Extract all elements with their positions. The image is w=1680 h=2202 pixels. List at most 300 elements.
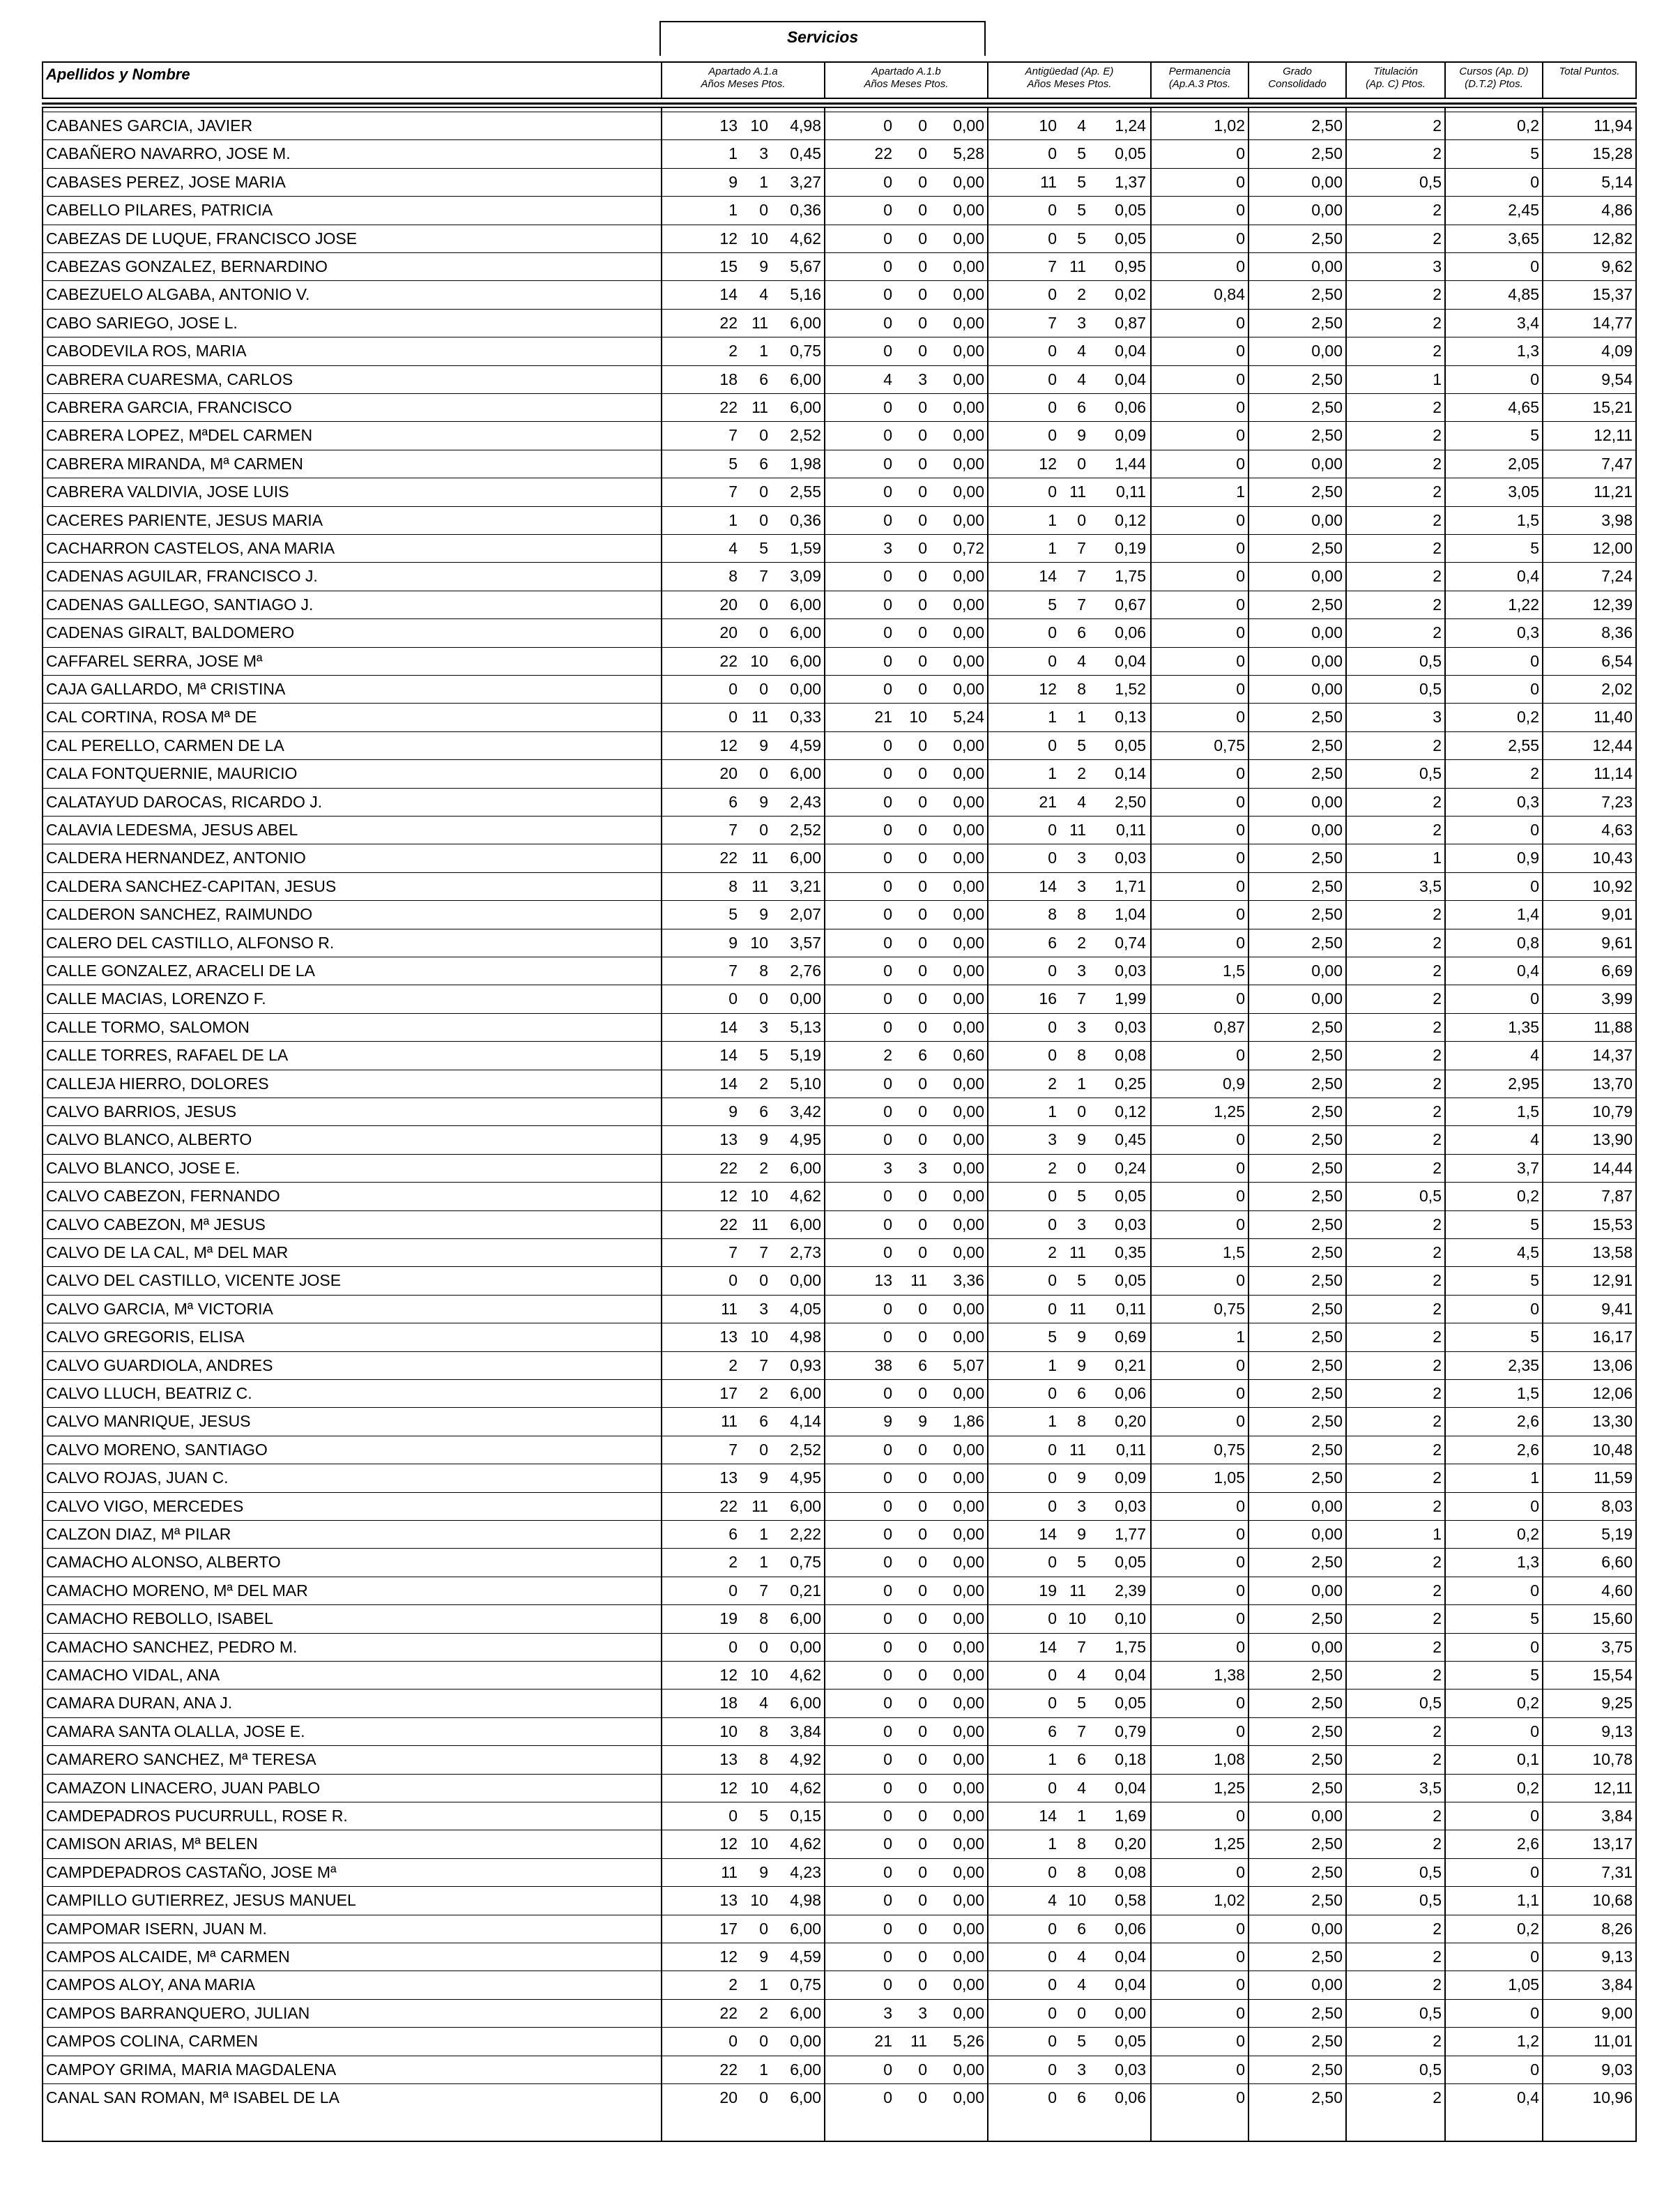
cell-a1b-ptos: 0,00: [953, 1750, 984, 1769]
cell-a1a-meses: 9: [759, 736, 768, 754]
cell-total-ptos: 3,99: [1601, 989, 1633, 1008]
row-name: CAMPILLO GUTIERREZ, JESUS MANUEL: [46, 1891, 356, 1910]
cell-grado-ptos: 2,50: [1311, 1835, 1343, 1853]
cell-a1b-ptos: 0,00: [953, 933, 984, 952]
cell-a1a-ptos: 6,00: [790, 764, 821, 783]
cell-a1b-ptos: 0,00: [953, 1553, 984, 1572]
cell-ant-meses: 2: [1077, 933, 1086, 952]
cell-ant-anos: 0: [1048, 623, 1057, 642]
cell-cursos-ptos: 0: [1530, 876, 1539, 895]
cell-a1a-anos: 22: [719, 849, 738, 867]
cell-permanencia-ptos: 0: [1236, 1158, 1245, 1177]
row-name: CALVO DEL CASTILLO, VICENTE JOSE: [46, 1271, 342, 1290]
cell-a1a-meses: 10: [750, 1778, 768, 1797]
cell-a1b-ptos: 5,24: [953, 708, 984, 727]
cell-ant-ptos: 1,24: [1115, 116, 1146, 135]
row-name: CALVO BLANCO, ALBERTO: [46, 1130, 252, 1149]
cell-a1b-ptos: 0,00: [953, 1384, 984, 1402]
cell-ant-ptos: 2,50: [1115, 792, 1146, 811]
cell-titulacion-ptos: 2: [1433, 1074, 1442, 1093]
cell-permanencia-ptos: 1,02: [1214, 116, 1245, 135]
cell-ant-ptos: 0,20: [1115, 1835, 1146, 1853]
cell-a1a-ptos: 4,98: [790, 1328, 821, 1346]
cell-a1b-ptos: 0,00: [953, 454, 984, 473]
cell-total-ptos: 15,37: [1592, 285, 1633, 304]
cell-a1b-ptos: 0,00: [953, 1468, 984, 1487]
cell-ant-meses: 5: [1077, 144, 1086, 163]
cell-grado-ptos: 2,50: [1311, 764, 1343, 783]
header-a1b-sub: Años Meses Ptos.: [864, 78, 949, 90]
cell-a1a-anos: 15: [719, 257, 738, 275]
cell-permanencia-ptos: 0: [1236, 623, 1245, 642]
cell-ant-meses: 3: [1077, 1496, 1086, 1515]
cell-titulacion-ptos: 3: [1433, 257, 1442, 275]
cell-ant-ptos: 0,06: [1115, 623, 1146, 642]
cell-total-ptos: 8,36: [1601, 623, 1633, 642]
cell-a1a-anos: 11: [721, 1299, 738, 1318]
cell-a1b-meses: 0: [918, 313, 927, 332]
cell-permanencia-ptos: 0: [1236, 1694, 1245, 1713]
header-antiguedad-title: Antigüedad (Ap. E): [1025, 66, 1114, 77]
table-row: [43, 534, 1635, 562]
cell-titulacion-ptos: 0,5: [1419, 680, 1442, 698]
cell-titulacion-ptos: 2: [1433, 1046, 1442, 1065]
row-name: CALLEJA HIERRO, DOLORES: [46, 1074, 269, 1093]
cell-permanencia-ptos: 1,25: [1214, 1835, 1245, 1853]
cell-ant-anos: 5: [1048, 1328, 1057, 1346]
cell-ant-ptos: 1,75: [1115, 1637, 1146, 1656]
cell-ant-meses: 11: [1069, 821, 1086, 839]
cell-a1b-ptos: 0,00: [953, 792, 984, 811]
cell-a1b-meses: 0: [918, 1975, 927, 1994]
cell-a1a-ptos: 1,98: [790, 454, 821, 473]
cell-ant-meses: 2: [1077, 285, 1086, 304]
cell-a1b-meses: 0: [918, 651, 927, 670]
cell-ant-meses: 5: [1077, 201, 1086, 220]
table-header: [42, 61, 1637, 99]
cell-cursos-ptos: 3,65: [1508, 229, 1539, 248]
cell-ant-anos: 0: [1048, 398, 1057, 416]
cell-total-ptos: 9,03: [1601, 2060, 1633, 2079]
cell-a1b-anos: 4: [883, 370, 892, 388]
cell-grado-ptos: 0,00: [1311, 989, 1343, 1008]
cell-permanencia-ptos: 0: [1236, 539, 1245, 557]
cell-grado-ptos: 2,50: [1311, 933, 1343, 952]
cell-ant-anos: 0: [1048, 1862, 1057, 1881]
cell-a1b-meses: 0: [918, 1130, 927, 1149]
cell-a1b-anos: 0: [883, 1835, 892, 1853]
cell-a1a-meses: 11: [751, 849, 768, 867]
cell-a1b-meses: 0: [918, 1807, 927, 1825]
cell-ant-ptos: 0,05: [1115, 229, 1146, 248]
cell-cursos-ptos: 2,6: [1517, 1412, 1539, 1431]
cell-ant-ptos: 0,11: [1115, 821, 1146, 839]
cell-a1b-meses: 0: [918, 1328, 927, 1346]
cell-ant-ptos: 0,45: [1115, 1130, 1146, 1149]
cell-a1a-meses: 8: [759, 1609, 768, 1628]
cell-a1a-meses: 0: [759, 426, 768, 445]
cell-a1a-meses: 0: [759, 1637, 768, 1656]
cell-ant-ptos: 0,00: [1115, 2003, 1146, 2022]
cell-a1a-ptos: 6,00: [790, 2003, 821, 2022]
cell-ant-anos: 0: [1048, 483, 1057, 501]
cell-a1b-anos: 0: [883, 1778, 892, 1797]
cell-a1b-anos: 0: [883, 1102, 892, 1121]
cell-a1b-anos: 0: [883, 1722, 892, 1740]
cell-a1b-meses: 0: [918, 1440, 927, 1459]
cell-a1a-anos: 20: [719, 2088, 738, 2106]
cell-ant-ptos: 0,04: [1115, 342, 1146, 360]
cell-permanencia-ptos: 0,75: [1214, 736, 1245, 754]
cell-permanencia-ptos: 1: [1236, 1328, 1245, 1346]
cell-ant-ptos: 0,03: [1115, 1496, 1146, 1515]
cell-ant-meses: 7: [1077, 989, 1086, 1008]
cell-ant-ptos: 0,12: [1115, 1102, 1146, 1121]
cell-ant-anos: 0: [1048, 1919, 1057, 1938]
cell-ant-ptos: 0,03: [1115, 1017, 1146, 1036]
cell-total-ptos: 9,62: [1601, 257, 1633, 275]
cell-ant-meses: 4: [1077, 1666, 1086, 1684]
cell-permanencia-ptos: 0: [1236, 1356, 1245, 1374]
cell-total-ptos: 12,00: [1592, 539, 1633, 557]
header-a1a-sub: Años Meses Ptos.: [701, 78, 786, 90]
cell-ant-ptos: 0,58: [1115, 1891, 1146, 1910]
cell-total-ptos: 11,01: [1594, 2032, 1633, 2051]
row-name: CALDERA SANCHEZ-CAPITAN, JESUS: [46, 876, 337, 895]
cell-total-ptos: 11,88: [1594, 1017, 1633, 1036]
cell-a1b-anos: 0: [883, 1496, 892, 1515]
cell-a1b-anos: 0: [883, 116, 892, 135]
cell-cursos-ptos: 2,95: [1508, 1074, 1539, 1093]
cell-a1a-anos: 0: [728, 708, 738, 727]
cell-a1b-meses: 0: [918, 2088, 927, 2106]
cell-a1b-meses: 0: [918, 962, 927, 980]
cell-grado-ptos: 0,00: [1311, 201, 1343, 220]
cell-permanencia-ptos: 0,75: [1214, 1299, 1245, 1318]
cell-a1b-ptos: 0,00: [953, 1722, 984, 1740]
cell-a1b-anos: 0: [883, 454, 892, 473]
cell-permanencia-ptos: 0: [1236, 680, 1245, 698]
cell-a1b-ptos: 5,07: [953, 1356, 984, 1374]
row-name: CALERO DEL CASTILLO, ALFONSO R.: [46, 933, 335, 952]
cell-ant-ptos: 0,11: [1115, 1299, 1146, 1318]
row-name: CADENAS AGUILAR, FRANCISCO J.: [46, 567, 318, 586]
cell-titulacion-ptos: 2: [1433, 1158, 1442, 1177]
cell-cursos-ptos: 2: [1530, 764, 1539, 783]
cell-a1b-meses: 0: [918, 1496, 927, 1515]
cell-a1b-ptos: 0,00: [953, 2088, 984, 2106]
cell-a1a-anos: 0: [728, 680, 738, 698]
cell-a1b-meses: 0: [918, 1778, 927, 1797]
row-name: CABRERA GARCIA, FRANCISCO: [46, 398, 292, 416]
cell-a1b-ptos: 0,00: [953, 1130, 984, 1149]
cell-cursos-ptos: 1: [1530, 1468, 1539, 1487]
cell-a1b-anos: 13: [874, 1271, 892, 1290]
cell-ant-ptos: 0,06: [1115, 2088, 1146, 2106]
cell-permanencia-ptos: 0,75: [1214, 1440, 1245, 1459]
table-row: [43, 1464, 1635, 1491]
cell-ant-meses: 1: [1077, 1807, 1086, 1825]
cell-a1a-meses: 0: [759, 623, 768, 642]
cell-a1b-ptos: 0,00: [953, 342, 984, 360]
cell-permanencia-ptos: 0: [1236, 821, 1245, 839]
cell-a1b-anos: 0: [883, 567, 892, 586]
cell-a1b-anos: 0: [883, 257, 892, 275]
cell-grado-ptos: 0,00: [1311, 1919, 1343, 1938]
cell-a1a-anos: 5: [728, 454, 738, 473]
cell-a1b-meses: 0: [918, 116, 927, 135]
cell-a1a-anos: 22: [719, 2060, 738, 2079]
cell-a1a-ptos: 4,95: [790, 1468, 821, 1487]
cell-a1a-meses: 0: [759, 595, 768, 614]
cell-ant-meses: 3: [1077, 876, 1086, 895]
cell-ant-anos: 12: [1039, 454, 1057, 473]
table-row: [43, 703, 1635, 731]
cell-ant-anos: 14: [1039, 876, 1057, 895]
cell-a1b-ptos: 0,00: [953, 623, 984, 642]
cell-cursos-ptos: 0,2: [1517, 1187, 1539, 1206]
cell-total-ptos: 3,75: [1601, 1637, 1633, 1656]
cell-a1b-anos: 0: [883, 510, 892, 529]
cell-a1b-anos: 0: [883, 1328, 892, 1346]
cell-a1a-ptos: 6,00: [790, 1694, 821, 1713]
cell-ant-anos: 0: [1048, 2032, 1057, 2051]
cell-ant-ptos: 0,04: [1115, 651, 1146, 670]
cell-ant-meses: 9: [1077, 1356, 1086, 1374]
cell-a1a-anos: 7: [728, 962, 738, 980]
cell-a1b-ptos: 0,00: [953, 426, 984, 445]
cell-ant-ptos: 0,20: [1115, 1412, 1146, 1431]
cell-a1a-ptos: 5,19: [790, 1046, 821, 1065]
cell-a1a-anos: 17: [719, 1919, 738, 1938]
cell-total-ptos: 13,58: [1592, 1243, 1633, 1261]
cell-a1b-ptos: 0,00: [953, 201, 984, 220]
cell-a1b-meses: 0: [918, 764, 927, 783]
cell-titulacion-ptos: 2: [1433, 398, 1442, 416]
cell-permanencia-ptos: 0: [1236, 1722, 1245, 1740]
cell-grado-ptos: 2,50: [1311, 116, 1343, 135]
cell-a1b-meses: 3: [918, 2003, 927, 2022]
cell-a1b-meses: 11: [910, 2032, 927, 2051]
cell-cursos-ptos: 0,8: [1517, 933, 1539, 952]
cell-a1a-meses: 0: [759, 483, 768, 501]
cell-a1a-anos: 11: [721, 1862, 738, 1881]
cell-permanencia-ptos: 0: [1236, 1919, 1245, 1938]
cell-a1b-ptos: 0,00: [953, 1947, 984, 1966]
cell-ant-meses: 5: [1077, 736, 1086, 754]
cell-total-ptos: 7,31: [1601, 1862, 1633, 1881]
row-name: CALLE TORRES, RAFAEL DE LA: [46, 1046, 289, 1065]
cell-ant-meses: 9: [1077, 1525, 1086, 1543]
row-name: CAMPOS BARRANQUERO, JULIAN: [46, 2003, 310, 2022]
cell-a1b-anos: 0: [883, 849, 892, 867]
cell-a1b-ptos: 0,00: [953, 680, 984, 698]
cell-a1b-anos: 0: [883, 1637, 892, 1656]
cell-a1a-ptos: 5,13: [790, 1017, 821, 1036]
cell-a1b-meses: 0: [918, 172, 927, 191]
cell-a1a-anos: 2: [728, 342, 738, 360]
cell-a1a-anos: 0: [728, 1807, 738, 1825]
cell-cursos-ptos: 0: [1530, 1637, 1539, 1656]
cell-a1b-ptos: 0,00: [953, 962, 984, 980]
cell-ant-ptos: 2,39: [1115, 1581, 1146, 1600]
row-name: CANAL SAN ROMAN, Mª ISABEL DE LA: [46, 2088, 339, 2106]
cell-titulacion-ptos: 1: [1433, 849, 1442, 867]
cell-grado-ptos: 2,50: [1311, 483, 1343, 501]
cell-permanencia-ptos: 0: [1236, 1975, 1245, 1994]
cell-ant-anos: 1: [1048, 1356, 1057, 1374]
cell-a1a-anos: 13: [719, 1891, 738, 1910]
row-name: CAL PERELLO, CARMEN DE LA: [46, 736, 284, 754]
cell-permanencia-ptos: 0: [1236, 313, 1245, 332]
row-name: CAMACHO REBOLLO, ISABEL: [46, 1609, 273, 1628]
cell-permanencia-ptos: 0: [1236, 595, 1245, 614]
cell-total-ptos: 11,40: [1594, 708, 1633, 727]
cell-total-ptos: 12,39: [1592, 595, 1633, 614]
cell-a1b-anos: 3: [883, 539, 892, 557]
cell-a1b-meses: 0: [918, 1891, 927, 1910]
cell-ant-ptos: 0,02: [1115, 285, 1146, 304]
cell-a1a-anos: 22: [719, 1158, 738, 1177]
cell-a1a-meses: 0: [759, 989, 768, 1008]
cell-permanencia-ptos: 0,87: [1214, 1017, 1245, 1036]
row-name: CAMPOMAR ISERN, JUAN M.: [46, 1919, 267, 1938]
cell-titulacion-ptos: 2: [1433, 2032, 1442, 2051]
cell-a1b-anos: 0: [883, 1947, 892, 1966]
cell-a1b-meses: 0: [918, 905, 927, 924]
cell-cursos-ptos: 1,2: [1517, 2032, 1539, 2051]
cell-ant-anos: 14: [1039, 1525, 1057, 1543]
cell-a1a-meses: 2: [759, 1074, 768, 1093]
cell-cursos-ptos: 0,3: [1517, 792, 1539, 811]
table-row: [43, 1041, 1635, 1069]
cell-a1a-ptos: 3,57: [790, 933, 821, 952]
cell-a1b-anos: 0: [883, 989, 892, 1008]
cell-cursos-ptos: 0,2: [1517, 1919, 1539, 1938]
cell-total-ptos: 5,14: [1601, 172, 1633, 191]
cell-a1b-meses: 0: [918, 1525, 927, 1543]
cell-ant-anos: 1: [1048, 539, 1057, 557]
cell-total-ptos: 9,00: [1601, 2003, 1633, 2022]
cell-grado-ptos: 2,50: [1311, 2003, 1343, 2022]
cell-a1a-anos: 18: [719, 1694, 738, 1713]
cell-a1a-ptos: 6,00: [790, 398, 821, 416]
cell-a1a-meses: 1: [759, 1525, 768, 1543]
cell-a1a-meses: 10: [750, 651, 768, 670]
cell-total-ptos: 15,21: [1592, 398, 1633, 416]
cell-ant-meses: 11: [1069, 1243, 1086, 1261]
cell-titulacion-ptos: 2: [1433, 1835, 1442, 1853]
cell-grado-ptos: 2,50: [1311, 1891, 1343, 1910]
cell-titulacion-ptos: 0,5: [1419, 1862, 1442, 1881]
cell-permanencia-ptos: 0: [1236, 1496, 1245, 1515]
cell-permanencia-ptos: 0,9: [1223, 1074, 1245, 1093]
table-row: [43, 365, 1635, 393]
cell-a1a-ptos: 6,00: [790, 2088, 821, 2106]
cell-total-ptos: 3,84: [1601, 1975, 1633, 1994]
cell-titulacion-ptos: 2: [1433, 1750, 1442, 1769]
table-row: [43, 421, 1635, 449]
cell-titulacion-ptos: 2: [1433, 285, 1442, 304]
cell-grado-ptos: 2,50: [1311, 1666, 1343, 1684]
cell-a1a-anos: 9: [728, 172, 738, 191]
cell-permanencia-ptos: 0: [1236, 849, 1245, 867]
cell-a1a-anos: 13: [719, 116, 738, 135]
table-row: [43, 1013, 1635, 1041]
cell-a1a-meses: 11: [751, 708, 768, 727]
cell-ant-anos: 0: [1048, 285, 1057, 304]
cell-titulacion-ptos: 1: [1433, 370, 1442, 388]
cell-total-ptos: 12,06: [1592, 1384, 1633, 1402]
cell-ant-anos: 6: [1048, 1722, 1057, 1740]
cell-grado-ptos: 2,50: [1311, 708, 1343, 727]
cell-ant-anos: 14: [1039, 1807, 1057, 1825]
cell-a1a-meses: 8: [759, 962, 768, 980]
cell-a1a-meses: 11: [751, 1215, 768, 1233]
cell-grado-ptos: 2,50: [1311, 1328, 1343, 1346]
cell-a1a-ptos: 3,27: [790, 172, 821, 191]
cell-a1a-ptos: 6,00: [790, 623, 821, 642]
cell-a1a-anos: 22: [719, 2003, 738, 2022]
cell-permanencia-ptos: 0: [1236, 1581, 1245, 1600]
cell-a1b-ptos: 0,00: [953, 1299, 984, 1318]
cell-a1b-ptos: 0,00: [953, 821, 984, 839]
cell-ant-meses: 4: [1077, 1778, 1086, 1797]
cell-grado-ptos: 2,50: [1311, 1694, 1343, 1713]
cell-ant-ptos: 0,05: [1115, 736, 1146, 754]
cell-a1a-anos: 1: [728, 510, 738, 529]
cell-grado-ptos: 2,50: [1311, 1158, 1343, 1177]
cell-a1b-meses: 0: [918, 510, 927, 529]
table-row: [43, 1999, 1635, 2027]
cell-ant-anos: 0: [1048, 1553, 1057, 1572]
table-row: [43, 1070, 1635, 1098]
header-titulacion-sub: (Ap. C) Ptos.: [1366, 78, 1426, 90]
row-name: CALDERA HERNANDEZ, ANTONIO: [46, 849, 306, 867]
row-name: CALAVIA LEDESMA, JESUS ABEL: [46, 821, 298, 839]
cell-a1a-anos: 8: [728, 567, 738, 586]
cell-titulacion-ptos: 2: [1433, 933, 1442, 952]
cell-ant-ptos: 0,05: [1115, 1271, 1146, 1290]
cell-ant-meses: 4: [1077, 1947, 1086, 1966]
cell-ant-anos: 0: [1048, 1778, 1057, 1797]
cell-permanencia-ptos: 0: [1236, 510, 1245, 529]
cell-cursos-ptos: 1,1: [1517, 1891, 1539, 1910]
cell-a1a-ptos: 4,62: [790, 229, 821, 248]
cell-permanencia-ptos: 0: [1236, 708, 1245, 727]
cell-grado-ptos: 2,50: [1311, 1130, 1343, 1149]
cell-a1b-ptos: 0,00: [953, 876, 984, 895]
cell-a1a-anos: 12: [719, 1778, 738, 1797]
cell-ant-meses: 6: [1077, 1919, 1086, 1938]
cell-a1b-ptos: 0,00: [953, 2003, 984, 2022]
cell-permanencia-ptos: 0: [1236, 229, 1245, 248]
cell-a1a-ptos: 0,00: [790, 1637, 821, 1656]
cell-a1b-meses: 0: [918, 792, 927, 811]
cell-total-ptos: 7,87: [1601, 1187, 1633, 1206]
cell-ant-ptos: 0,21: [1115, 1356, 1146, 1374]
cell-grado-ptos: 2,50: [1311, 229, 1343, 248]
cell-a1b-anos: 0: [883, 172, 892, 191]
row-name: CALVO ROJAS, JUAN C.: [46, 1468, 229, 1487]
cell-a1b-meses: 0: [918, 285, 927, 304]
cell-a1b-meses: 11: [910, 1271, 927, 1290]
cell-grado-ptos: 2,50: [1311, 398, 1343, 416]
row-name: CALDERON SANCHEZ, RAIMUNDO: [46, 905, 313, 924]
cell-grado-ptos: 2,50: [1311, 2032, 1343, 2051]
cell-cursos-ptos: 3,7: [1517, 1158, 1539, 1177]
cell-permanencia-ptos: 0: [1236, 1807, 1245, 1825]
